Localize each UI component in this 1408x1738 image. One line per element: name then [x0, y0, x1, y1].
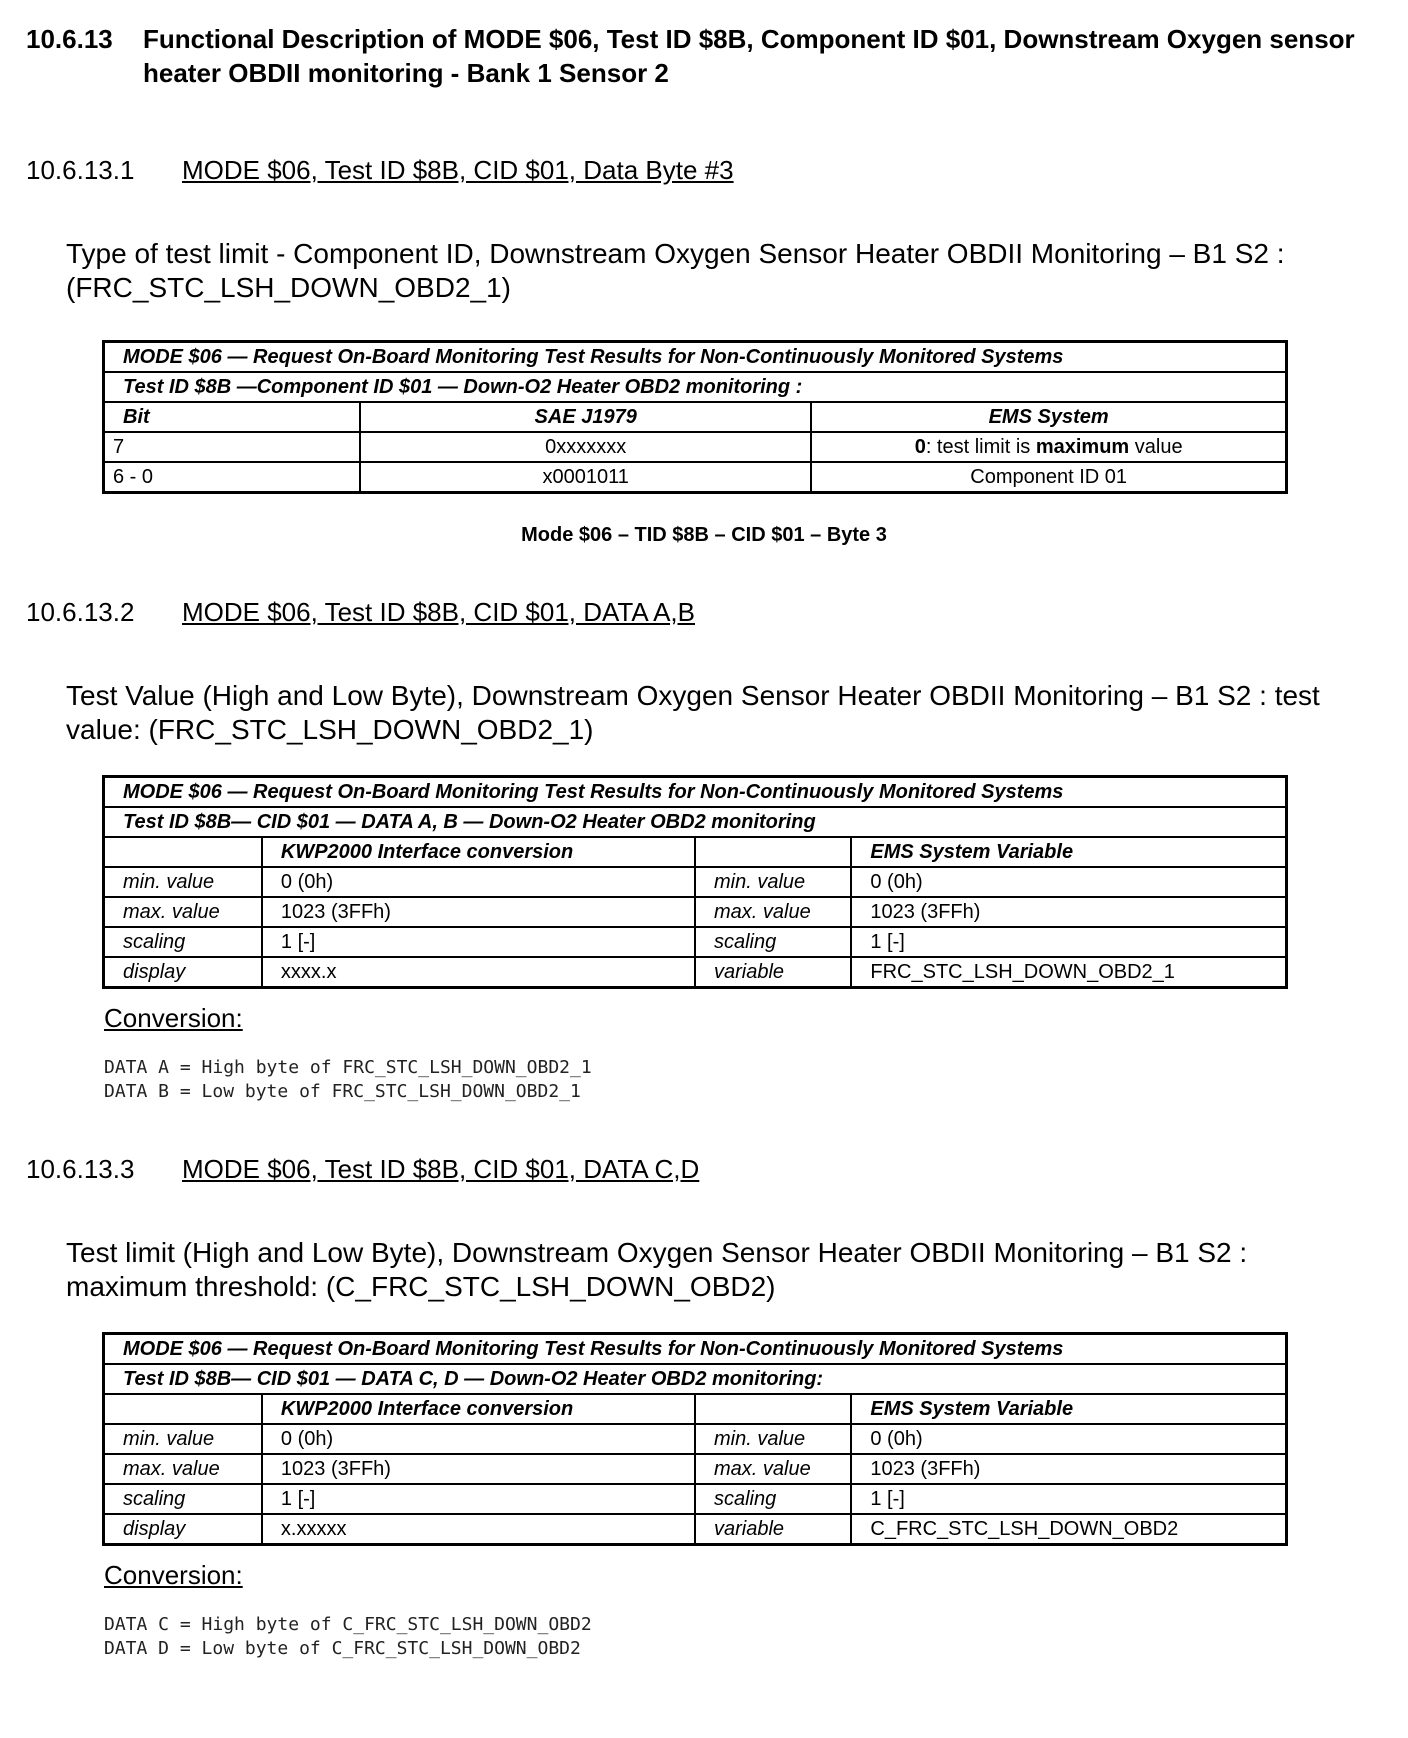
left-label: display	[104, 1514, 262, 1545]
right-label: min. value	[695, 1424, 851, 1454]
right-value: 1 [-]	[851, 927, 1286, 957]
right-value: 1023 (3FFh)	[851, 1454, 1286, 1484]
left-value: 0 (0h)	[262, 1424, 695, 1454]
table-caption: Mode $06 – TID $8B – CID $01 – Byte 3	[521, 524, 887, 546]
ems-text: : test limit is	[925, 436, 1036, 458]
table-row	[104, 927, 1287, 957]
table-subtitle: Test ID $8B —Component ID $01 — Down-O2 Heater OBD2 monitoring :	[104, 372, 1287, 402]
table-title: MODE $06 — Request On-Board Monitoring Test Results for Non-Continuously Monitored Systems	[104, 1334, 1287, 1365]
table-row	[104, 1424, 1287, 1454]
right-value: FRC_STC_LSH_DOWN_OBD2_1	[851, 957, 1286, 988]
byte3-table	[102, 340, 1288, 494]
ems-cell: Component ID 01	[811, 462, 1286, 493]
subsection-description-3: Test limit (High and Low Byte), Downstream Oxygen Sensor Heater OBDII Monitoring – B1 S2 : maximum threshold: (C_FRC_STC_LSH_DOWN_OBD2)	[66, 1237, 1248, 1302]
ems-bold-2: maximum	[1035, 436, 1130, 458]
table-title: MODE $06 — Request On-Board Monitoring Test Results for Non-Continuously Monitored Systems	[104, 342, 1287, 373]
table-row	[104, 432, 1287, 462]
left-value: xxxx.x	[262, 957, 695, 988]
table-subtitle-row	[104, 372, 1287, 402]
subsection-description-1: Type of test limit - Component ID, Downstream Oxygen Sensor Heater OBDII Monitoring – B1 S2 : (FRC_STC_LSH_DOWN_OBD2_1)	[66, 238, 1285, 303]
left-label: max. value	[104, 897, 262, 927]
table-title-row	[104, 342, 1287, 373]
table-title-row	[104, 1334, 1287, 1365]
table-row	[104, 867, 1287, 897]
conversion-line: DATA A = High byte of FRC_STC_LSH_DOWN_OBD2_1	[104, 1057, 592, 1078]
left-value: 1 [-]	[262, 1484, 695, 1514]
right-label: max. value	[695, 897, 851, 927]
ems-text-end: value	[1129, 436, 1183, 458]
left-label: display	[104, 957, 262, 988]
table-row	[104, 897, 1287, 927]
table-title: MODE $06 — Request On-Board Monitoring Test Results for Non-Continuously Monitored Systems	[104, 777, 1287, 808]
right-value: 1023 (3FFh)	[851, 897, 1286, 927]
subsection-number: 10.6.13.1	[26, 155, 135, 185]
left-value: x.xxxxx	[262, 1514, 695, 1545]
conversion-line: DATA C = High byte of C_FRC_STC_LSH_DOWN_OBD2	[104, 1614, 592, 1635]
subsection-heading-2	[26, 597, 695, 627]
data-ab-table	[102, 775, 1288, 989]
header-kwp: KWP2000 Interface conversion	[262, 1394, 695, 1424]
data-cd-table	[102, 1332, 1288, 1546]
sae-cell: 0xxxxxxx	[360, 432, 811, 462]
right-label: variable	[695, 1514, 851, 1545]
left-value: 1023 (3FFh)	[262, 897, 695, 927]
header-ems-variable: EMS System Variable	[851, 1394, 1286, 1424]
subsection-title: MODE $06, Test ID $8B, CID $01, DATA C,D	[182, 1154, 700, 1184]
header-ems-variable: EMS System Variable	[851, 837, 1286, 867]
table-row	[104, 1484, 1287, 1514]
ems-cell	[811, 432, 1286, 462]
bit-cell: 6 - 0	[104, 462, 361, 493]
conversion-label-2: Conversion:	[104, 1560, 243, 1590]
left-label: scaling	[104, 1484, 262, 1514]
header-empty	[695, 1394, 851, 1424]
header-ems: EMS System	[811, 402, 1286, 432]
right-label: scaling	[695, 1484, 851, 1514]
right-label: variable	[695, 957, 851, 988]
conversion-line: DATA B = Low byte of FRC_STC_LSH_DOWN_OBD2_1	[104, 1081, 581, 1102]
table-subtitle: Test ID $8B— CID $01 — DATA C, D — Down-O2 Heater OBD2 monitoring:	[104, 1364, 1287, 1394]
table-row	[104, 957, 1287, 988]
subsection-number: 10.6.13.2	[26, 597, 135, 627]
table-header-row	[104, 837, 1287, 867]
left-value: 1023 (3FFh)	[262, 1454, 695, 1484]
section-title: Functional Description of MODE $06, Test ID $8B, Component ID $01, Downstream Oxygen sensor heater OBDII monitoring - Bank 1 Sensor 2	[143, 24, 1355, 88]
right-label: min. value	[695, 867, 851, 897]
left-label: min. value	[104, 867, 262, 897]
table-subtitle-row	[104, 1364, 1287, 1394]
table-header-row	[104, 1394, 1287, 1424]
left-label: min. value	[104, 1424, 262, 1454]
subsection-heading-1	[26, 155, 734, 185]
header-empty	[104, 1394, 262, 1424]
header-empty	[695, 837, 851, 867]
conversion-label-1: Conversion:	[104, 1003, 243, 1033]
subsection-title: MODE $06, Test ID $8B, CID $01, DATA A,B	[182, 597, 695, 627]
table-header-row	[104, 402, 1287, 432]
right-value: 0 (0h)	[851, 867, 1286, 897]
right-value: 1 [-]	[851, 1484, 1286, 1514]
header-bit: Bit	[104, 402, 361, 432]
table-row	[104, 462, 1287, 493]
right-label: scaling	[695, 927, 851, 957]
table-subtitle: Test ID $8B— CID $01 — DATA A, B — Down-O2 Heater OBD2 monitoring	[104, 807, 1287, 837]
right-value: 0 (0h)	[851, 1424, 1286, 1454]
table-row	[104, 1514, 1287, 1545]
conversion-line: DATA D = Low byte of C_FRC_STC_LSH_DOWN_OBD2	[104, 1638, 581, 1659]
subsection-heading-3	[26, 1154, 699, 1184]
right-value: C_FRC_STC_LSH_DOWN_OBD2	[851, 1514, 1286, 1545]
section-number: 10.6.13	[26, 24, 113, 54]
table-title-row	[104, 777, 1287, 808]
ems-bold: 0	[914, 436, 926, 458]
subsection-description-2: Test Value (High and Low Byte), Downstream Oxygen Sensor Heater OBDII Monitoring – B1 S2 : test value: (FRC_STC_LSH_DOWN_OBD2_1)	[66, 680, 1320, 745]
header-kwp: KWP2000 Interface conversion	[262, 837, 695, 867]
right-label: max. value	[695, 1454, 851, 1484]
subsection-title: MODE $06, Test ID $8B, CID $01, Data Byte #3	[182, 155, 734, 185]
left-label: max. value	[104, 1454, 262, 1484]
sae-cell: x0001011	[360, 462, 811, 493]
header-empty	[104, 837, 262, 867]
table-row	[104, 1454, 1287, 1484]
table-subtitle-row	[104, 807, 1287, 837]
left-label: scaling	[104, 927, 262, 957]
left-value: 1 [-]	[262, 927, 695, 957]
left-value: 0 (0h)	[262, 867, 695, 897]
header-sae: SAE J1979	[360, 402, 811, 432]
bit-cell: 7	[104, 432, 361, 462]
subsection-number: 10.6.13.3	[26, 1154, 135, 1184]
